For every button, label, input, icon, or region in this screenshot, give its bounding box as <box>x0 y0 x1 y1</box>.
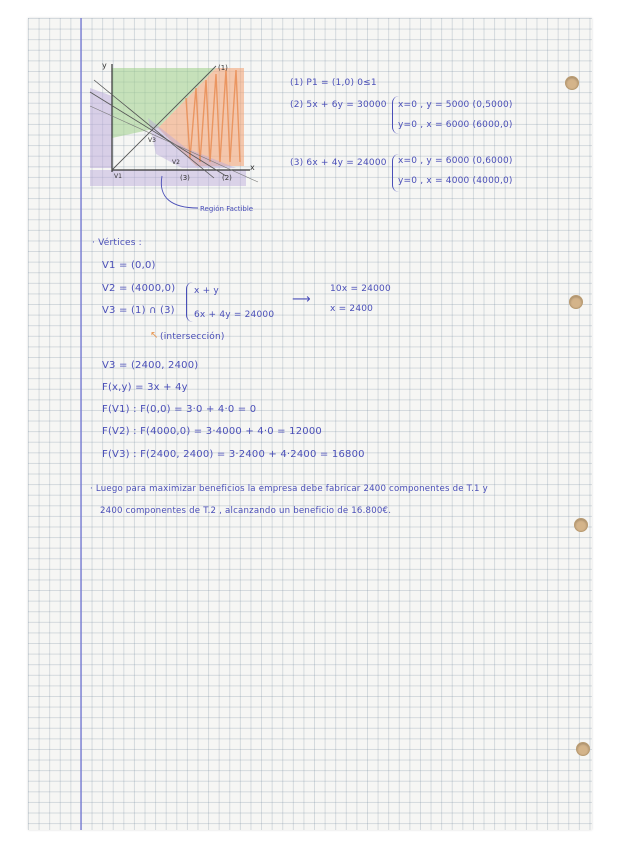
v1-label: V1 <box>114 173 122 180</box>
objective-v2: F(V2) : F(4000,0) = 3·4000 + 4·0 = 12000 <box>102 426 322 437</box>
conclusion-line-2: 2400 componentes de T.2 , alcanzando un beneficio de 16.800€. <box>100 506 392 516</box>
punch-hole-icon <box>565 76 579 90</box>
y-axis-label: y <box>102 61 107 70</box>
system-eq-2: 6x + 4y = 24000 <box>194 310 275 320</box>
vertex-3-value: V3 = (2400, 2400) <box>102 360 199 371</box>
line-2-label: (2) <box>222 174 232 182</box>
punch-hole-icon <box>574 518 588 532</box>
vertex-2: V2 = (4000,0) <box>102 283 176 294</box>
system-eq-1: x + y <box>194 286 219 296</box>
objective-v1: F(V1) : F(0,0) = 3·0 + 4·0 = 0 <box>102 404 257 415</box>
vertex-3: V3 = (1) ∩ (3) <box>102 305 175 316</box>
conclusion-line-1: · Luego para maximizar beneficios la empresa debe fabricar 2400 componentes de T.1 y <box>90 484 488 494</box>
equation-1: (1) P1 = (1,0) 0≤1 <box>290 78 377 88</box>
punch-hole-icon <box>576 742 590 756</box>
equation-3-row-2: y=0 , x = 4000 (4000,0) <box>398 176 513 186</box>
punch-hole-icon <box>569 295 583 309</box>
equation-3-row-1: x=0 , y = 6000 (0,6000) <box>398 156 513 166</box>
equation-2-row-2: y=0 , x = 6000 (6000,0) <box>398 120 513 130</box>
equation-2: (2) 5x + 6y = 30000 <box>290 100 387 110</box>
margin-line <box>80 18 82 830</box>
implies-arrow-icon: ⟶ <box>292 292 311 307</box>
equation-3: (3) 6x + 4y = 24000 <box>290 158 387 168</box>
vertices-heading: · Vértices : <box>92 238 142 248</box>
system-brace <box>186 282 193 322</box>
v2-label: V2 <box>172 159 180 166</box>
purple-region-left <box>90 88 112 168</box>
line-3-label: (3) <box>180 174 190 182</box>
result-eq-2: x = 2400 <box>330 304 374 314</box>
intersection-note: (intersección) <box>160 332 225 342</box>
objective-function: F(x,y) = 3x + 4y <box>102 382 188 393</box>
v3-label: V3 <box>148 137 156 144</box>
equation-2-row-1: x=0 , y = 5000 (0,5000) <box>398 100 513 110</box>
objective-v3: F(V3) : F(2400, 2400) = 3·2400 + 4·2400 = 16800 <box>102 449 365 460</box>
vertex-1: V1 = (0,0) <box>102 260 156 271</box>
intersection-arrow-icon: ↖ <box>150 330 159 341</box>
result-eq-1: 10x = 24000 <box>330 284 391 294</box>
feasible-region-graph <box>86 58 266 218</box>
line-1-label: (1) <box>218 64 228 72</box>
region-label: Región Factible <box>200 205 254 213</box>
x-axis-label: x <box>250 163 255 172</box>
